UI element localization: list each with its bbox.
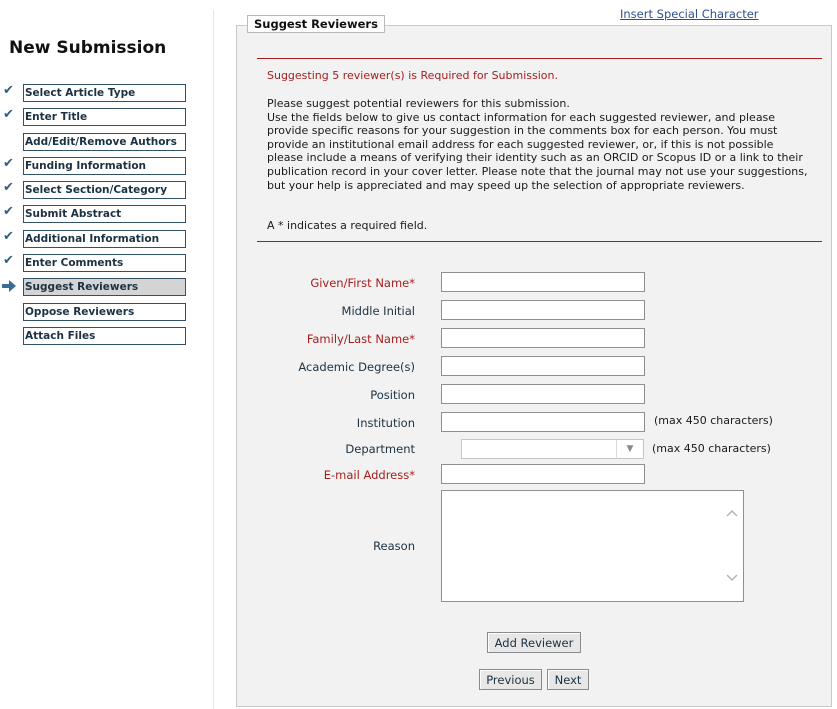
middle-initial-input[interactable] bbox=[441, 300, 645, 320]
sidebar-step-label: Oppose Reviewers bbox=[23, 303, 186, 321]
email-label: E-mail Address* bbox=[323, 468, 415, 482]
add-reviewer-button[interactable]: Add Reviewer bbox=[487, 632, 581, 653]
sidebar-step-label: Select Article Type bbox=[23, 84, 186, 102]
checkmark-icon: ✔ bbox=[3, 83, 14, 98]
given-name-input[interactable] bbox=[441, 272, 645, 292]
sidebar-step-label: Enter Title bbox=[23, 108, 186, 126]
scroll-down-icon[interactable] bbox=[725, 572, 739, 584]
department-select[interactable] bbox=[461, 439, 644, 459]
academic-degree-label: Academic Degree(s) bbox=[298, 360, 415, 374]
page-title: New Submission bbox=[9, 38, 167, 58]
reason-label: Reason bbox=[373, 539, 415, 553]
department-label: Department bbox=[345, 442, 415, 456]
family-name-label: Family/Last Name* bbox=[306, 332, 415, 346]
required-field-note: A * indicates a required field. bbox=[267, 219, 428, 232]
sidebar-step-label: Enter Comments bbox=[23, 254, 186, 272]
institution-hint: (max 450 characters) bbox=[654, 414, 773, 427]
sidebar-step-label: Additional Information bbox=[23, 230, 186, 248]
insert-special-character-link[interactable]: Insert Special Character bbox=[620, 7, 759, 21]
family-name-input[interactable] bbox=[441, 328, 645, 348]
instruction-line-1: Please suggest potential reviewers for this submission. bbox=[267, 97, 570, 110]
position-input[interactable] bbox=[441, 384, 645, 404]
divider-bottom bbox=[257, 241, 822, 242]
given-name-label: Given/First Name* bbox=[310, 276, 415, 290]
sidebar-step-label: Submit Abstract bbox=[23, 205, 186, 223]
chevron-down-icon[interactable]: ▼ bbox=[616, 440, 643, 458]
institution-input[interactable] bbox=[441, 412, 645, 432]
position-label: Position bbox=[370, 388, 415, 402]
next-button[interactable]: Next bbox=[547, 669, 589, 690]
required-message: Suggesting 5 reviewer(s) is Required for Submission. bbox=[267, 69, 558, 82]
scroll-up-icon[interactable] bbox=[725, 507, 739, 519]
sidebar-divider bbox=[213, 10, 214, 709]
sidebar-step-label: Funding Information bbox=[23, 157, 186, 175]
checkmark-icon: ✔ bbox=[3, 180, 14, 196]
sidebar-step-label: Suggest Reviewers bbox=[23, 278, 186, 296]
sidebar-step-label: Attach Files bbox=[23, 327, 186, 345]
checkmark-icon: ✔ bbox=[3, 107, 14, 123]
panel-tab-label: Suggest Reviewers bbox=[247, 15, 385, 33]
middle-initial-label: Middle Initial bbox=[341, 304, 415, 318]
checkmark-icon: ✔ bbox=[3, 253, 14, 269]
previous-button[interactable]: Previous bbox=[479, 669, 542, 690]
reason-textarea[interactable] bbox=[441, 490, 744, 602]
instruction-paragraph: Use the fields below to give us contact information for each suggested reviewer, and please provide specific reasons for your suggestion in the comments box for each person. You must provide an institutional email address for each suggested reviewer, or, if this is not possible please include a means of verifying their identity such as an ORCID or Scopus ID or a link to their publication record in your cover letter. Please note that the journal may not use your suggestions, but your help is appreciated and may speed up the selection of appropriate reviewers. bbox=[267, 110, 808, 192]
divider-top bbox=[257, 58, 822, 59]
department-hint: (max 450 characters) bbox=[652, 442, 771, 455]
checkmark-icon: ✔ bbox=[3, 204, 14, 220]
academic-degree-input[interactable] bbox=[441, 356, 645, 376]
checkmark-icon: ✔ bbox=[3, 155, 14, 171]
email-input[interactable] bbox=[441, 464, 645, 484]
checkmark-icon: ✔ bbox=[3, 228, 14, 244]
sidebar-step-label: Select Section/Category bbox=[23, 181, 186, 199]
instructions bbox=[267, 97, 812, 192]
current-step-arrow-icon bbox=[2, 280, 16, 292]
sidebar-step-label: Add/Edit/Remove Authors bbox=[23, 133, 186, 151]
institution-label: Institution bbox=[356, 416, 415, 430]
